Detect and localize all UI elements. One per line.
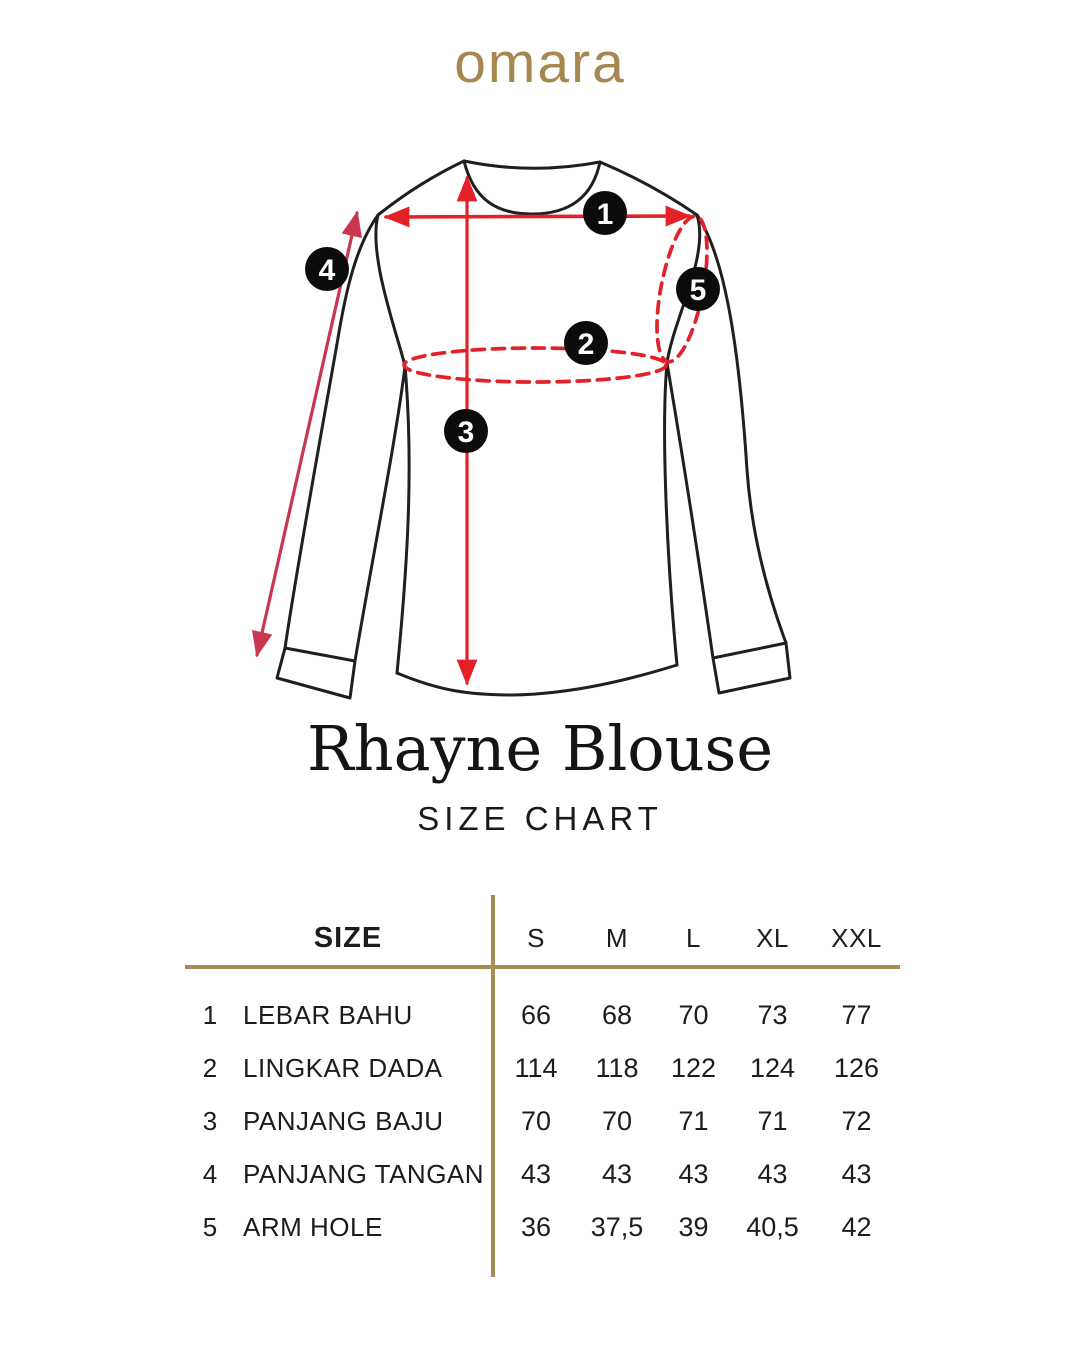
- row-label: PANJANG BAJU: [243, 1106, 444, 1136]
- gold-horizontal-divider: [185, 965, 900, 969]
- column-header-xl: XL: [756, 922, 789, 953]
- row-number: 2: [202, 1053, 218, 1083]
- right-cuff: [713, 643, 790, 693]
- cell-xxl: 77: [841, 1000, 872, 1030]
- marker-4-label: 4: [318, 254, 336, 287]
- shoulder-width-arrow: [386, 216, 689, 217]
- row-number: 5: [202, 1212, 218, 1242]
- cell-m: 68: [601, 1000, 633, 1030]
- cell-xxl: 43: [841, 1159, 872, 1189]
- marker-4: [305, 247, 349, 291]
- gold-vertical-divider: [491, 895, 495, 1277]
- column-header-l: L: [686, 922, 701, 953]
- marker-1: [583, 191, 627, 235]
- product-title: Rhayne Blouse: [306, 712, 774, 785]
- left-shoulder-seam: [378, 161, 464, 215]
- brand-logo: omara: [454, 31, 626, 95]
- marker-3-label: 3: [457, 416, 475, 449]
- cell-m: 37,5: [590, 1212, 644, 1242]
- column-header-xxl: XXL: [831, 922, 882, 953]
- row-number: 3: [202, 1106, 218, 1136]
- cell-s: 114: [514, 1053, 558, 1083]
- cell-xl: 124: [749, 1053, 796, 1083]
- garment-outline: [277, 161, 790, 698]
- back-neckline: [464, 161, 600, 168]
- table-row: [185, 1095, 900, 1148]
- cell-l: 70: [678, 1000, 709, 1030]
- cell-m: 70: [601, 1106, 633, 1136]
- marker-1-label: 1: [596, 198, 614, 231]
- column-header-s: S: [527, 922, 545, 953]
- row-number: 1: [202, 1000, 218, 1030]
- table-header-row: [185, 895, 900, 973]
- blouse-measurement-diagram: [225, 140, 815, 720]
- row-label: LINGKAR DADA: [243, 1053, 443, 1083]
- cell-l: 71: [678, 1106, 709, 1136]
- row-label: LEBAR BAHU: [243, 1000, 413, 1030]
- cell-xl: 40,5: [746, 1212, 799, 1242]
- cell-l: 39: [678, 1212, 709, 1242]
- left-sleeve-inner: [355, 366, 405, 661]
- cell-xl: 71: [757, 1106, 788, 1136]
- cell-xl: 73: [757, 1000, 788, 1030]
- table-row: [185, 1201, 900, 1254]
- table-body: [185, 973, 900, 1254]
- cell-s: 70: [520, 1106, 552, 1136]
- cell-xxl: 42: [841, 1212, 872, 1242]
- column-header-m: M: [605, 922, 629, 953]
- cell-s: 66: [520, 1000, 552, 1030]
- marker-5-label: 5: [689, 274, 707, 307]
- cell-xl: 43: [757, 1159, 788, 1189]
- cell-l: 122: [670, 1053, 717, 1083]
- cell-s: 36: [520, 1212, 552, 1242]
- row-label: ARM HOLE: [243, 1212, 383, 1242]
- row-label: PANJANG TANGAN: [243, 1159, 485, 1189]
- marker-3: [444, 409, 488, 453]
- table-row: [185, 989, 900, 1042]
- cell-l: 43: [678, 1159, 709, 1189]
- hem: [397, 665, 677, 695]
- row-number: 4: [202, 1159, 218, 1189]
- table-row: [185, 1148, 900, 1201]
- cell-m: 43: [601, 1159, 633, 1189]
- marker-5: [676, 267, 720, 311]
- cell-m: 118: [595, 1053, 639, 1083]
- cell-s: 43: [520, 1159, 552, 1189]
- cell-xxl: 72: [841, 1106, 872, 1136]
- size-column-header: SIZE: [313, 921, 383, 954]
- marker-2-label: 2: [577, 328, 595, 361]
- size-chart-heading: SIZE CHART: [417, 800, 663, 837]
- size-table: [185, 895, 900, 1277]
- table-row: [185, 1042, 900, 1095]
- cell-xxl: 126: [833, 1053, 880, 1083]
- left-cuff: [277, 648, 355, 698]
- marker-2: [564, 321, 608, 365]
- chest-girth-ellipse: [404, 348, 666, 382]
